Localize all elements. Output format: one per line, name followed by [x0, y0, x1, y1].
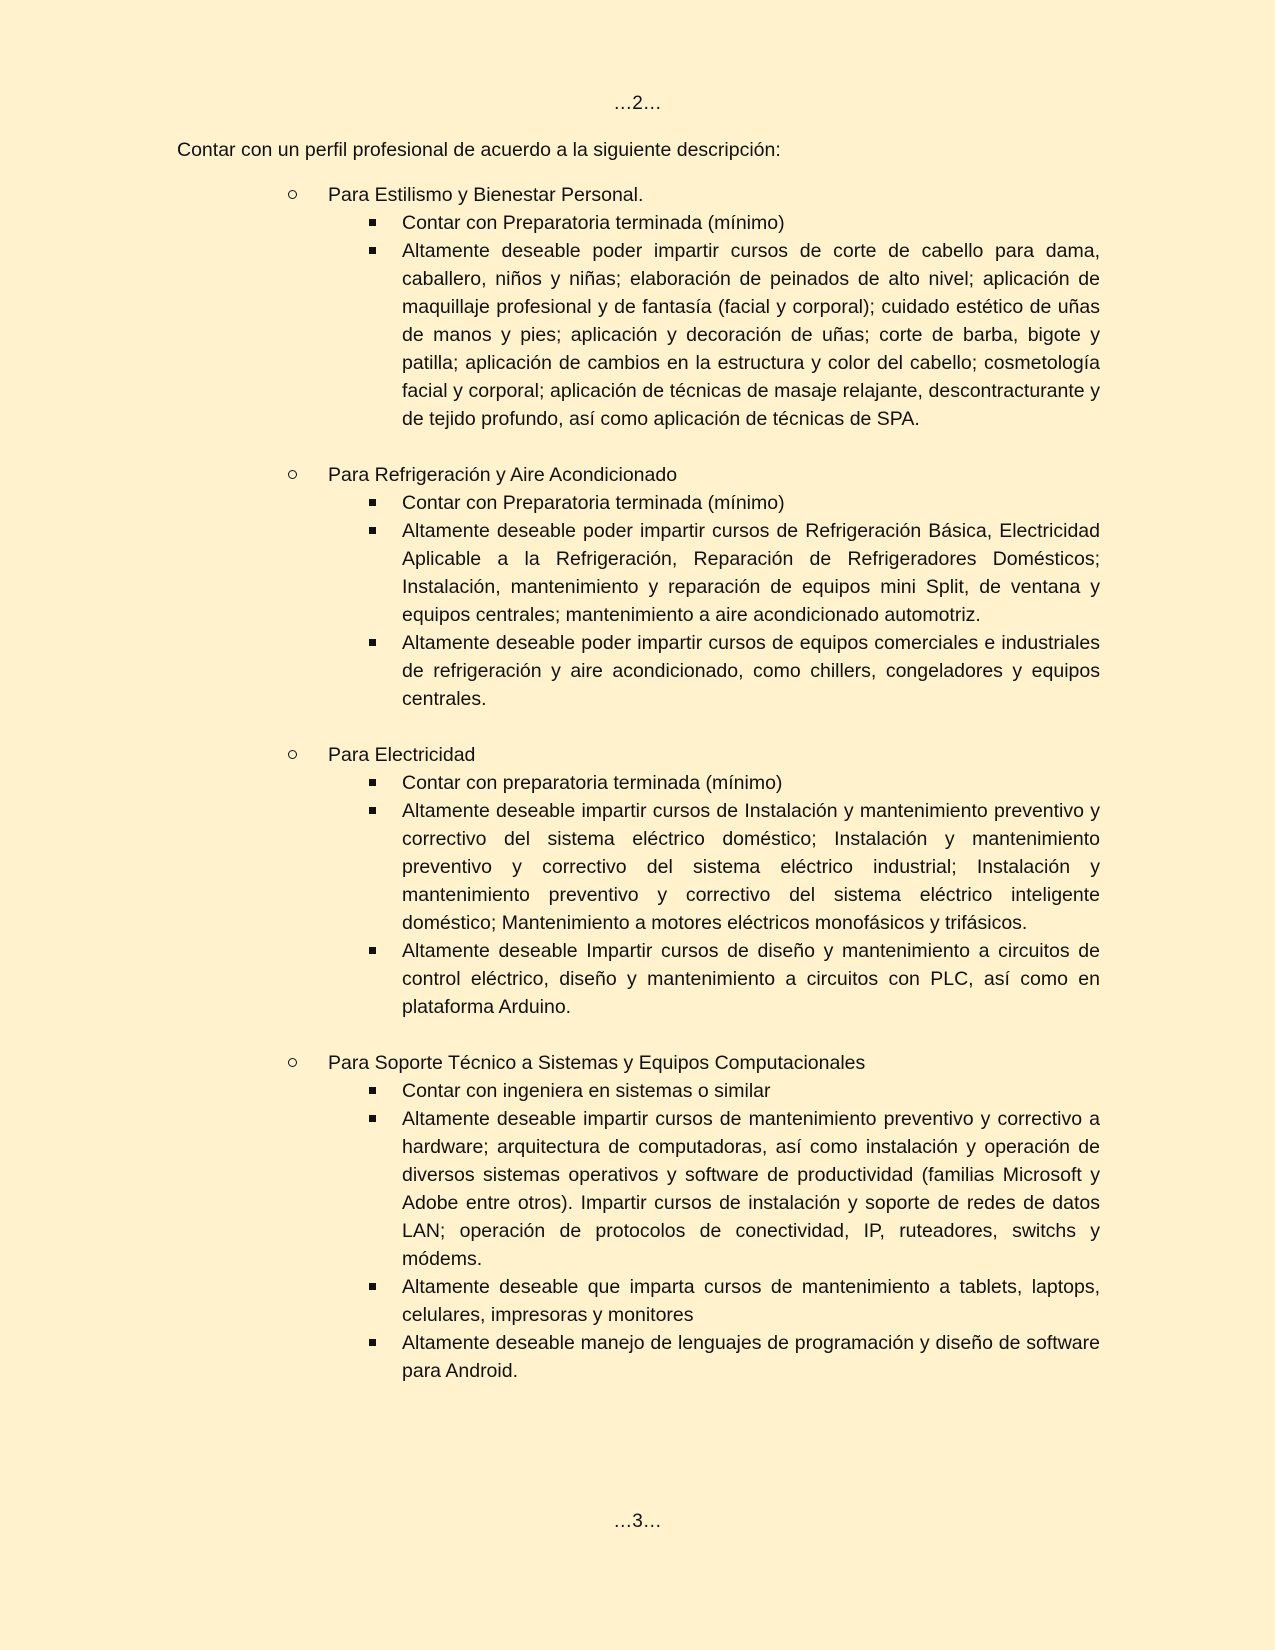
list-item-text: Altamente deseable poder impartir cursos de Refrigeración Básica, Electricidad Aplicable a la Refrigeración, Reparación de Refrigeradores Domésticos; Instalación, mantenimiento y reparación de equipos mini Split, de ventana y equipos centrales; mantenimiento a aire acondicionado automotriz.: [402, 520, 1100, 626]
list-item-text: Altamente deseable Impartir cursos de diseño y mantenimiento a circuitos de control eléctrico, diseño y mantenimiento a circuitos con PLC, así como en plataforma Arduino.: [402, 940, 1100, 1018]
page-marker-bottom: …3…: [613, 1511, 662, 1532]
list-item-text: Altamente deseable impartir cursos de Instalación y mantenimiento preventivo y correctivo del sistema eléctrico doméstico; Instalación y mantenimiento preventivo y correctivo del sistema eléctrico industrial; Instalación y mantenimiento preventivo y correctivo del sistema eléctrico inteligente doméstico; Mantenimiento a motores eléctricos monofásicos y trifásicos.: [402, 800, 1100, 934]
square-bullet-icon: [369, 779, 376, 786]
page-marker-top: …2…: [613, 93, 662, 114]
list-item: [402, 769, 1100, 797]
section-heading: [288, 461, 1100, 489]
square-bullet-icon: [369, 247, 376, 254]
list-item-text: Altamente deseable poder impartir cursos de corte de cabello para dama, caballero, niños y niñas; elaboración de peinados de alto nivel; aplicación de maquillaje profesional y de fantasía (facial y corporal); cuidado estético de uñas de manos y pies; aplicación y decoración de uñas; corte de barba, bigote y patilla; aplicación de cambios en la estructura y color del cabello; cosmetología facial y corporal; aplicación de técnicas de masaje relajante, descontracturante y de tejido profundo, así como aplicación de técnicas de SPA.: [402, 240, 1100, 430]
section-heading: [288, 1049, 1100, 1077]
square-bullet-icon: [369, 1283, 376, 1290]
section-refrigeracion: [288, 461, 1100, 713]
intro-paragraph: Contar con un perfil profesional de acuerdo a la siguiente descripción:: [177, 139, 781, 161]
section-heading-text: Para Refrigeración y Aire Acondicionado: [328, 464, 678, 486]
list-item: [402, 517, 1100, 629]
square-bullet-icon: [369, 219, 376, 226]
list-item: [402, 1273, 1100, 1329]
section-heading-text: Para Electricidad: [328, 744, 476, 766]
list-item-text: Contar con Preparatoria terminada (mínimo): [402, 212, 785, 234]
square-bullet-icon: [369, 1087, 376, 1094]
list-item: [402, 1105, 1100, 1273]
section-electricidad: [288, 741, 1100, 1021]
list-item: [402, 237, 1100, 433]
square-bullet-icon: [369, 499, 376, 506]
circle-bullet-icon: [288, 190, 297, 199]
list-item-text: Contar con Preparatoria terminada (mínimo): [402, 492, 785, 514]
list-item-text: Altamente deseable impartir cursos de mantenimiento preventivo y correctivo a hardware; arquitectura de computadoras, así como instalación y operación de diversos sistemas operativos y software de productividad (familias Microsoft y Adobe entre otros). Impartir cursos de instalación y soporte de redes de datos LAN; operación de protocolos de conectividad, IP, ruteadores, switchs y módems.: [402, 1108, 1100, 1270]
list-item: [402, 1077, 1100, 1105]
section-estilismo: [288, 181, 1100, 433]
square-bullet-icon: [369, 527, 376, 534]
list-item: [402, 489, 1100, 517]
section-items: [288, 489, 1100, 713]
list-item-text: Contar con ingeniera en sistemas o similar: [402, 1080, 771, 1102]
list-item-text: Contar con preparatoria terminada (mínimo): [402, 772, 783, 794]
list-item-text: Altamente deseable que imparta cursos de mantenimiento a tablets, laptops, celulares, impresoras y monitores: [402, 1276, 1100, 1326]
list-item: [402, 629, 1100, 713]
section-items: [288, 1077, 1100, 1385]
square-bullet-icon: [369, 807, 376, 814]
section-items: [288, 769, 1100, 1021]
section-items: [288, 209, 1100, 433]
square-bullet-icon: [369, 947, 376, 954]
section-heading: [288, 181, 1100, 209]
list-item: [402, 1329, 1100, 1385]
square-bullet-icon: [369, 639, 376, 646]
list-item: [402, 797, 1100, 937]
list-item-text: Altamente deseable manejo de lenguajes de programación y diseño de software para Android.: [402, 1332, 1100, 1382]
list-item: [402, 209, 1100, 237]
circle-bullet-icon: [288, 750, 297, 759]
circle-bullet-icon: [288, 470, 297, 479]
list-item: [402, 937, 1100, 1021]
profile-sections: [288, 181, 1100, 1413]
list-item-text: Altamente deseable poder impartir cursos de equipos comerciales e industriales de refrigeración y aire acondicionado, como chillers, congeladores y equipos centrales.: [402, 632, 1100, 710]
section-heading-text: Para Soporte Técnico a Sistemas y Equipos Computacionales: [328, 1052, 866, 1074]
section-soporte-tecnico: [288, 1049, 1100, 1385]
square-bullet-icon: [369, 1115, 376, 1122]
section-heading: [288, 741, 1100, 769]
square-bullet-icon: [369, 1339, 376, 1346]
circle-bullet-icon: [288, 1058, 297, 1067]
section-heading-text: Para Estilismo y Bienestar Personal.: [328, 184, 644, 206]
